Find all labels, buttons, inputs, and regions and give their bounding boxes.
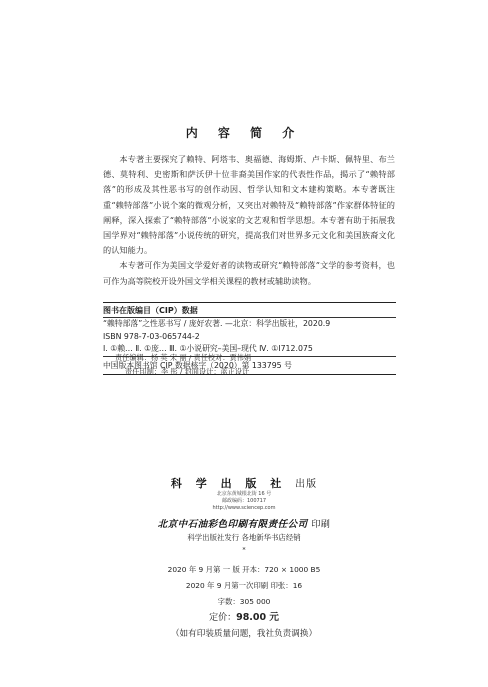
- printer-logo-text: 北京中石油彩色印刷有限责任公司: [157, 519, 308, 530]
- page-title: 内 容 简 介: [185, 126, 303, 140]
- publisher-suffix: 出版: [295, 479, 318, 490]
- content-summary: [103, 152, 395, 289]
- summary-paragraph: 本专著主要探究了赖特、阿塔韦、奥福德、海姆斯、卢卡斯、佩特里、布兰德、莫特利、史密斯和萨沃伊十位非裔美国作家的代表性作品，揭示了“赖特部落”的形成及其性恶书写的创作动因、哲学认知和文本建构策略。本专著既注重“赖特部落”小说个案的微观分析，又突出对赖特及“赖特部落”作家群体特征的阐释，深入探索了“赖特部落”小说家的文艺观和哲学思想。本专著有助于拓展我国学界对“赖特部落”小说传统的研究，提高我们对世界多元文化和美国族裔文化的认知能力。: [103, 154, 395, 256]
- cip-line: Ⅰ. ①赖… Ⅱ. ①庞… Ⅲ. ①小说研究–美国–现代 Ⅳ. ①I712.075: [103, 344, 313, 353]
- publisher-name: [0, 475, 488, 491]
- star-separator: *: [242, 547, 246, 554]
- publisher-postcode: 邮政编码：100717: [221, 498, 267, 504]
- editors-line: 责任印制：李 彤 / 封面设计：蓝正设计: [125, 367, 250, 376]
- cip-record-number: 中国版本图书馆 CIP 数据核字（2020）第 133795 号: [103, 360, 292, 370]
- distribution-line: 科学出版社发行 各地新华书店经销: [187, 533, 301, 542]
- printer-name: [0, 516, 488, 530]
- word-count: 字数：305 000: [217, 597, 271, 606]
- printer-suffix: 印刷: [311, 520, 331, 530]
- summary-paragraph: 本专著可作为美国文学爱好者的读物或研究“赖特部落”文学的参考资料，也可作为高等院校开设外国文学相关课程的教材或辅助读物。: [103, 260, 395, 286]
- publisher-logo-text: 科 学 出 版 社: [170, 477, 287, 490]
- cip-line: “赖特部落”之性恶书写 / 庞好农著. —北京：科学出版社，2020.9: [103, 319, 331, 328]
- publisher-address: 北京东黄城根北街 16 号: [216, 491, 272, 497]
- edition-line: 2020 年 9 月第 一 版 开本：720 × 1000 B5: [167, 565, 321, 574]
- publication-info: [0, 475, 488, 642]
- cip-line: ISBN 978-7-03-065744-2: [103, 331, 200, 341]
- cip-heading: 图书在版编目（CIP）数据: [103, 306, 198, 315]
- quality-note: （如有印装质量问题，我社负责调换）: [170, 629, 318, 639]
- price: [0, 610, 488, 626]
- editors-line: 责任编辑：杨 英 宋 丽 / 责任校对：贾伟娟: [115, 353, 252, 362]
- price-label: 定价：: [209, 613, 237, 623]
- editors-block: [115, 351, 405, 379]
- printing-line: 2020 年 9 月第一次印刷 印张：16: [185, 581, 303, 590]
- publisher-website: http://www.sciencep.com: [212, 505, 276, 511]
- price-value: 98.00 元: [236, 612, 279, 623]
